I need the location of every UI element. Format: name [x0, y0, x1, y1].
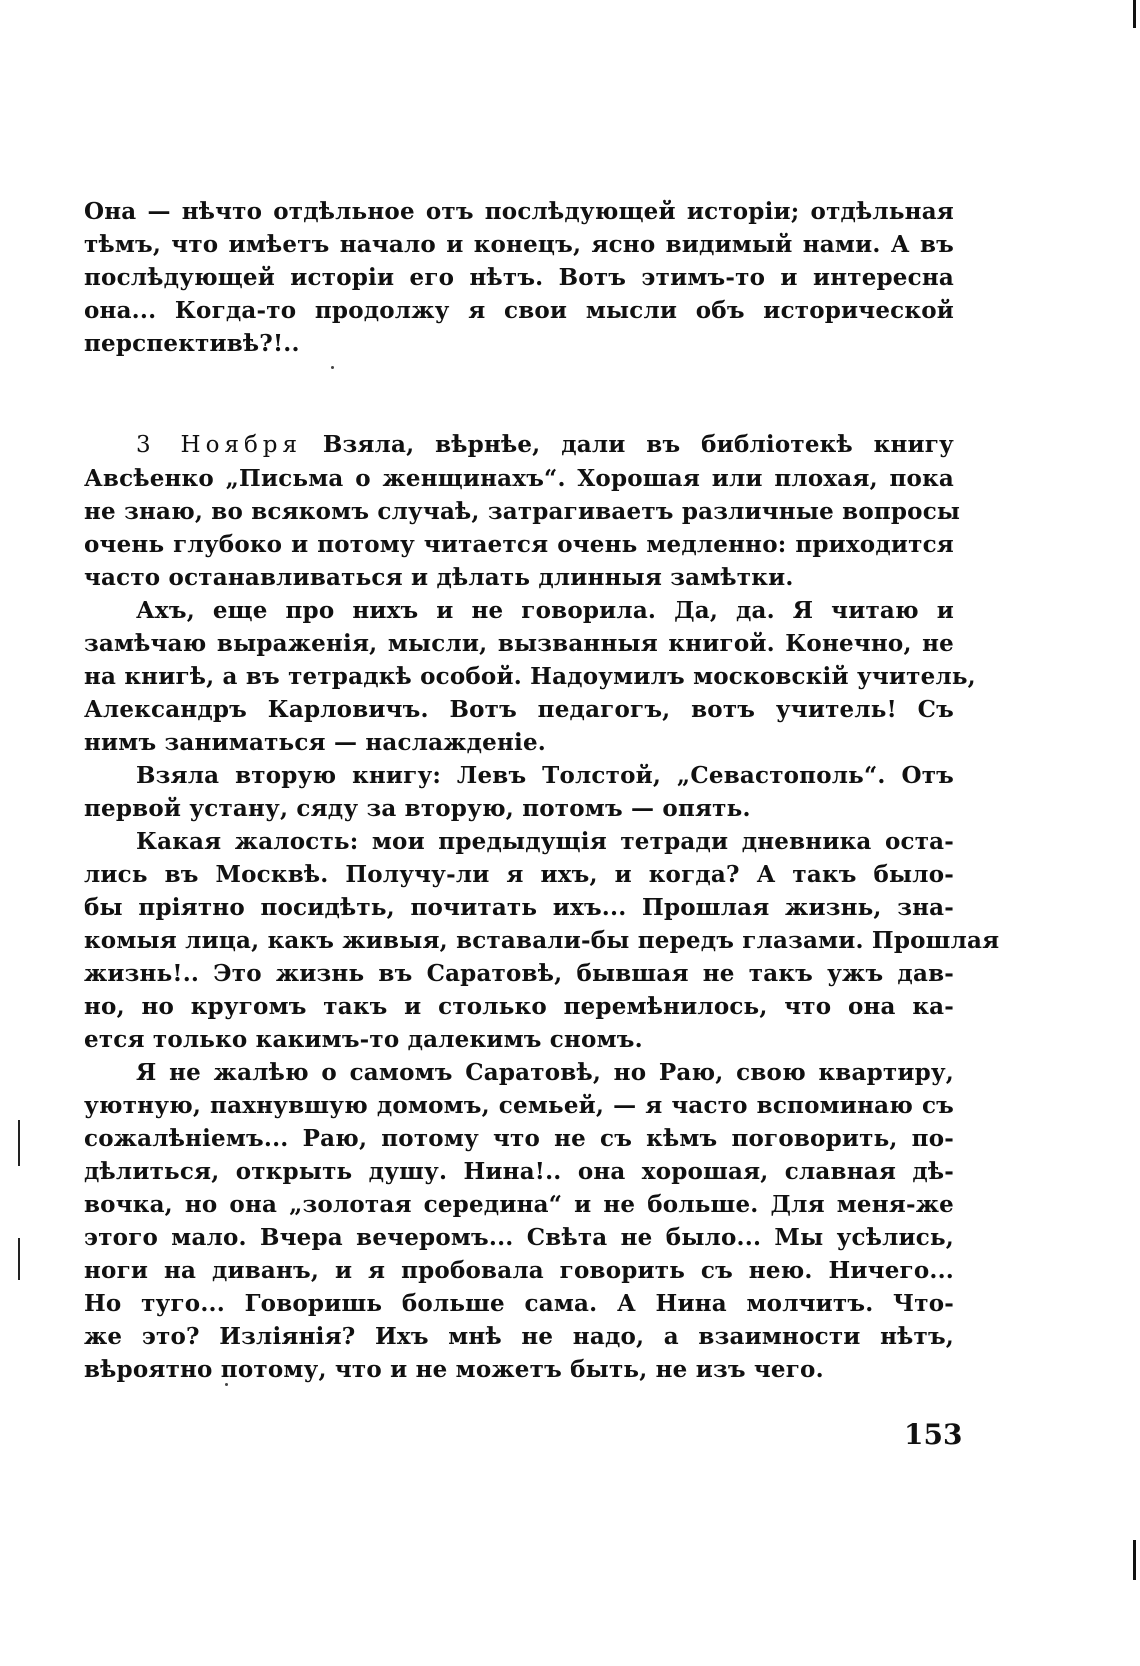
text-line: Она — нѣчто отдѣльное отъ послѣдующей исторіи; отдѣльная	[84, 198, 954, 225]
entry-first-line	[84, 428, 954, 462]
text-line: бы пріятно посидѣть, почитать ихъ... Прошлая жизнь, зна-	[84, 894, 954, 921]
text-line: сожалѣніемъ... Раю, потому что не съ кѣмъ поговорить, по-	[84, 1125, 954, 1152]
text-line: очень глубоко и потому читается очень медленно: приходится	[84, 531, 954, 558]
text-line: перспективѣ?!..	[84, 330, 300, 357]
scan-margin-mark	[18, 1238, 20, 1280]
text-line: ноги на диванъ, и я пробовала говорить съ нею. Ничего...	[84, 1257, 954, 1284]
scan-speck	[225, 1383, 228, 1386]
scan-margin-mark	[18, 1120, 20, 1166]
text-line: послѣдующей исторіи его нѣтъ. Вотъ этимъ-то и интересна	[84, 264, 954, 291]
text-line: лись въ Москвѣ. Получу-ли я ихъ, и когда? А такъ было-	[84, 861, 954, 888]
text-line: первой устану, сяду за вторую, потомъ — опять.	[84, 795, 751, 822]
text-line: замѣчаю выраженія, мысли, вызванныя книгой. Конечно, не	[84, 630, 954, 657]
text-line: Взяла вторую книгу: Левъ Толстой, „Севастополь“. Отъ	[136, 762, 954, 789]
text-line: вѣроятно потому, что и не можетъ быть, не изъ чего.	[84, 1356, 824, 1383]
entry-first-line-text: Взяла, вѣрнѣе, дали въ библіотекѣ книгу	[322, 431, 954, 458]
text-line: дѣлиться, открыть душу. Нина!.. она хорошая, славная дѣ-	[84, 1158, 954, 1185]
text-line: же это? Изліянія? Ихъ мнѣ не надо, а взаимности нѣтъ,	[84, 1323, 954, 1350]
scan-edge-mark	[1133, 1540, 1136, 1580]
page-number: 153	[904, 1418, 963, 1451]
text-line: уютную, пахнувшую домомъ, семьей, — я часто вспоминаю съ	[84, 1092, 954, 1119]
text-line: часто останавливаться и дѣлать длинныя замѣтки.	[84, 564, 794, 591]
text-line: на книгѣ, а въ тетрадкѣ особой. Надоумилъ московскій учитель,	[84, 663, 976, 690]
diary-entry-nov-3	[84, 428, 1000, 1386]
text-line: комыя лица, какъ живыя, вставали-бы передъ глазами. Прошлая	[84, 927, 1000, 954]
text-line: Александръ Карловичъ. Вотъ педагогъ, вотъ учитель! Съ	[84, 696, 954, 723]
text-line: Авсѣенко „Письма о женщинахъ“. Хорошая или плохая, пока	[84, 465, 954, 492]
text-line: но, но кругомъ такъ и столько перемѣнилось, что она ка-	[84, 993, 954, 1020]
paragraph-history	[84, 195, 954, 360]
text-line: Ахъ, еще про нихъ и не говорила. Да, да. Я читаю и	[136, 597, 954, 624]
text-line: Я не жалѣю о самомъ Саратовѣ, но Раю, свою квартиру,	[136, 1059, 954, 1086]
text-line: Но туго... Говоришь больше сама. А Нина молчитъ. Что-	[84, 1290, 954, 1317]
entry-date: 3 Ноября	[136, 432, 303, 458]
text-line: ется только какимъ-то далекимъ сномъ.	[84, 1026, 643, 1053]
text-line: вочка, но она „золотая середина“ и не больше. Для меня-же	[84, 1191, 954, 1218]
scan-speck	[331, 366, 334, 369]
scan-edge-mark	[1133, 0, 1136, 28]
text-line: не знаю, во всякомъ случаѣ, затрагиваетъ различные вопросы	[84, 498, 961, 525]
text-line: Какая жалость: мои предыдущія тетради дневника оста-	[136, 828, 954, 855]
text-line: жизнь!.. Это жизнь въ Саратовѣ, бывшая не такъ ужъ дав-	[84, 960, 954, 987]
text-line: она... Когда-то продолжу я свои мысли объ исторической	[84, 297, 954, 324]
text-line: тѣмъ, что имѣетъ начало и конецъ, ясно видимый нами. А въ	[84, 231, 954, 258]
text-line: этого мало. Вчера вечеромъ... Свѣта не было... Мы усѣлись,	[84, 1224, 954, 1251]
text-line: нимъ заниматься — наслажденіе.	[84, 729, 547, 756]
